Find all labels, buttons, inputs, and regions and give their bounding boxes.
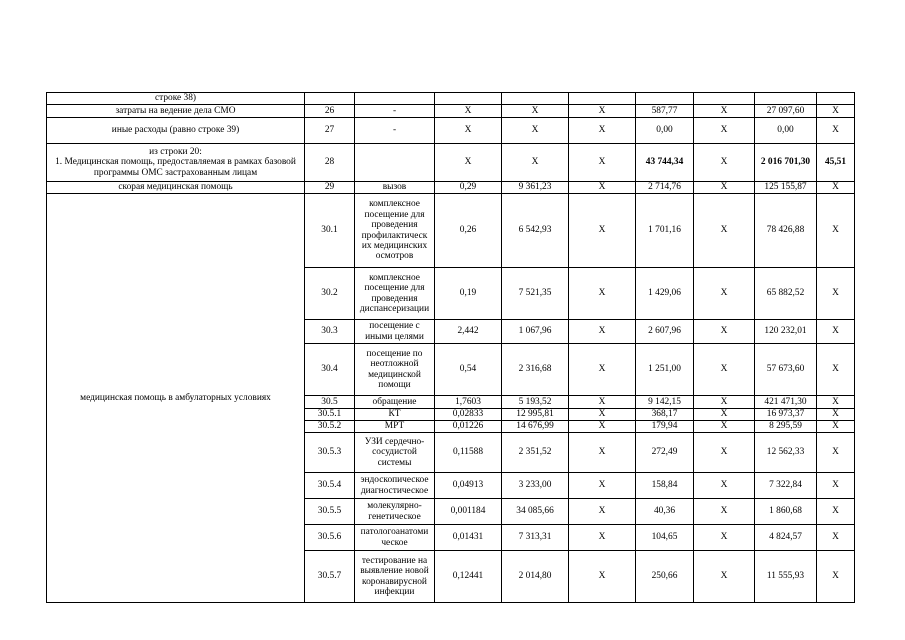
row-unit: молекулярно-генетическое [355, 499, 435, 525]
row-code: 30.5.2 [305, 421, 355, 433]
row-unit: патологоанатоми ческое [355, 525, 435, 551]
row-unit: тестирование на выявление новой коронавирусной инфекции [355, 551, 435, 603]
row-unit [355, 144, 435, 182]
row-unit: посещение с иными целями [355, 320, 435, 344]
row-code: 29 [305, 182, 355, 194]
row-unit: комплексное посещение для проведения профилактическ их медицинских осмотров [355, 194, 435, 268]
table-row: иные расходы (равно строке 39) 27 - X X X 0,00 X 0,00 X [47, 118, 855, 144]
table-row: 30.5.6 патологоанатоми ческое 0,01431 7 313,31 X 104,65 X 4 824,57 X [47, 525, 855, 551]
row-code: 30.5.1 [305, 409, 355, 421]
table-row: 30.3 посещение с иными целями 2,442 1 067,96 X 2 607,96 X 120 232,01 X [47, 320, 855, 344]
row-name: скорая медицинская помощь [47, 182, 305, 194]
row-code: 30.5.3 [305, 433, 355, 473]
row-code: 30.3 [305, 320, 355, 344]
table-row: 30.5.2 МРТ 0,01226 14 676,99 X 179,94 X 8 295,59 X [47, 421, 855, 433]
row-name: затраты на ведение дела СМО [47, 105, 305, 118]
row-name: строке 38) [47, 93, 305, 105]
tariff-table [46, 92, 855, 603]
row-unit: обращение [355, 396, 435, 409]
row-code: 30.5.4 [305, 473, 355, 499]
row-code: 30.5.5 [305, 499, 355, 525]
row-code: 30.2 [305, 268, 355, 320]
row-unit: - [355, 105, 435, 118]
table-row: 30.5.3 УЗИ сердечно-сосудистой системы 0,11588 2 351,52 X 272,49 X 12 562,33 X [47, 433, 855, 473]
section-title: 1. Медицинская помощь, предоставляемая в рамках базовой программы ОМС застрахованным лицам [55, 157, 296, 178]
table-row: затраты на ведение дела СМО 26 - X X X 587,77 X 27 097,60 X [47, 105, 855, 118]
row-name: иные расходы (равно строке 39) [47, 118, 305, 144]
row-name [47, 144, 305, 182]
table-row: скорая медицинская помощь 29 вызов 0,29 9 361,23 X 2 714,76 X 125 155,87 X [47, 182, 855, 194]
row-code: 30.5 [305, 396, 355, 409]
row-unit: эндоскопическое диагностическое [355, 473, 435, 499]
ambulatory-name: медицинская помощь в амбулаторных условиях [47, 194, 305, 603]
table-row [47, 93, 855, 105]
row-code: 30.5.6 [305, 525, 355, 551]
row-code: 27 [305, 118, 355, 144]
table-row: 30.5 обращение 1,7603 5 193,52 X 9 142,15 X 421 471,30 X [47, 396, 855, 409]
table-row: из строки 20: 1. Медицинская помощь, предоставляемая в рамках базовой программы ОМС застрахованным лицам 28 X X X 43 744,34 X 2 016 701,30 45,51 [47, 144, 855, 182]
row-unit: посещение по неотложной медицинской помощи [355, 344, 435, 396]
table-row: 30.5.4 эндоскопическое диагностическое 0,04913 3 233,00 X 158,84 X 7 322,84 X [47, 473, 855, 499]
row-code: 30.1 [305, 194, 355, 268]
row-code: 26 [305, 105, 355, 118]
row-unit: УЗИ сердечно-сосудистой системы [355, 433, 435, 473]
row-unit: вызов [355, 182, 435, 194]
row-unit: - [355, 118, 435, 144]
table-row: 30.2 комплексное посещение для проведения диспансеризации 0,19 7 521,35 X 1 429,06 X 65 882,52 X [47, 268, 855, 320]
row-code: 30.5.7 [305, 551, 355, 603]
section-heading: из строки 20: [149, 146, 202, 157]
row-unit: КТ [355, 409, 435, 421]
row-unit: МРТ [355, 421, 435, 433]
row-code: 30.4 [305, 344, 355, 396]
table-row: 30.5.1 КТ 0,02833 12 995,81 X 368,17 X 16 973,37 X [47, 409, 855, 421]
table-row: 30.5.5 молекулярно-генетическое 0,001184 34 085,66 X 40,36 X 1 860,68 X [47, 499, 855, 525]
row-unit: комплексное посещение для проведения диспансеризации [355, 268, 435, 320]
table-row: медицинская помощь в амбулаторных условиях 30.1 комплексное посещение для проведения профилактическ их медицинских осмотров 0,26 6 542,93 X 1 701,16 X 78 426,88 X [47, 194, 855, 268]
table-row: 30.5.7 тестирование на выявление новой коронавирусной инфекции 0,12441 2 014,80 X 250,66 X 11 555,93 X [47, 551, 855, 603]
table-row: 30.4 посещение по неотложной медицинской помощи 0,54 2 316,68 X 1 251,00 X 57 673,60 X [47, 344, 855, 396]
row-code: 28 [305, 144, 355, 182]
